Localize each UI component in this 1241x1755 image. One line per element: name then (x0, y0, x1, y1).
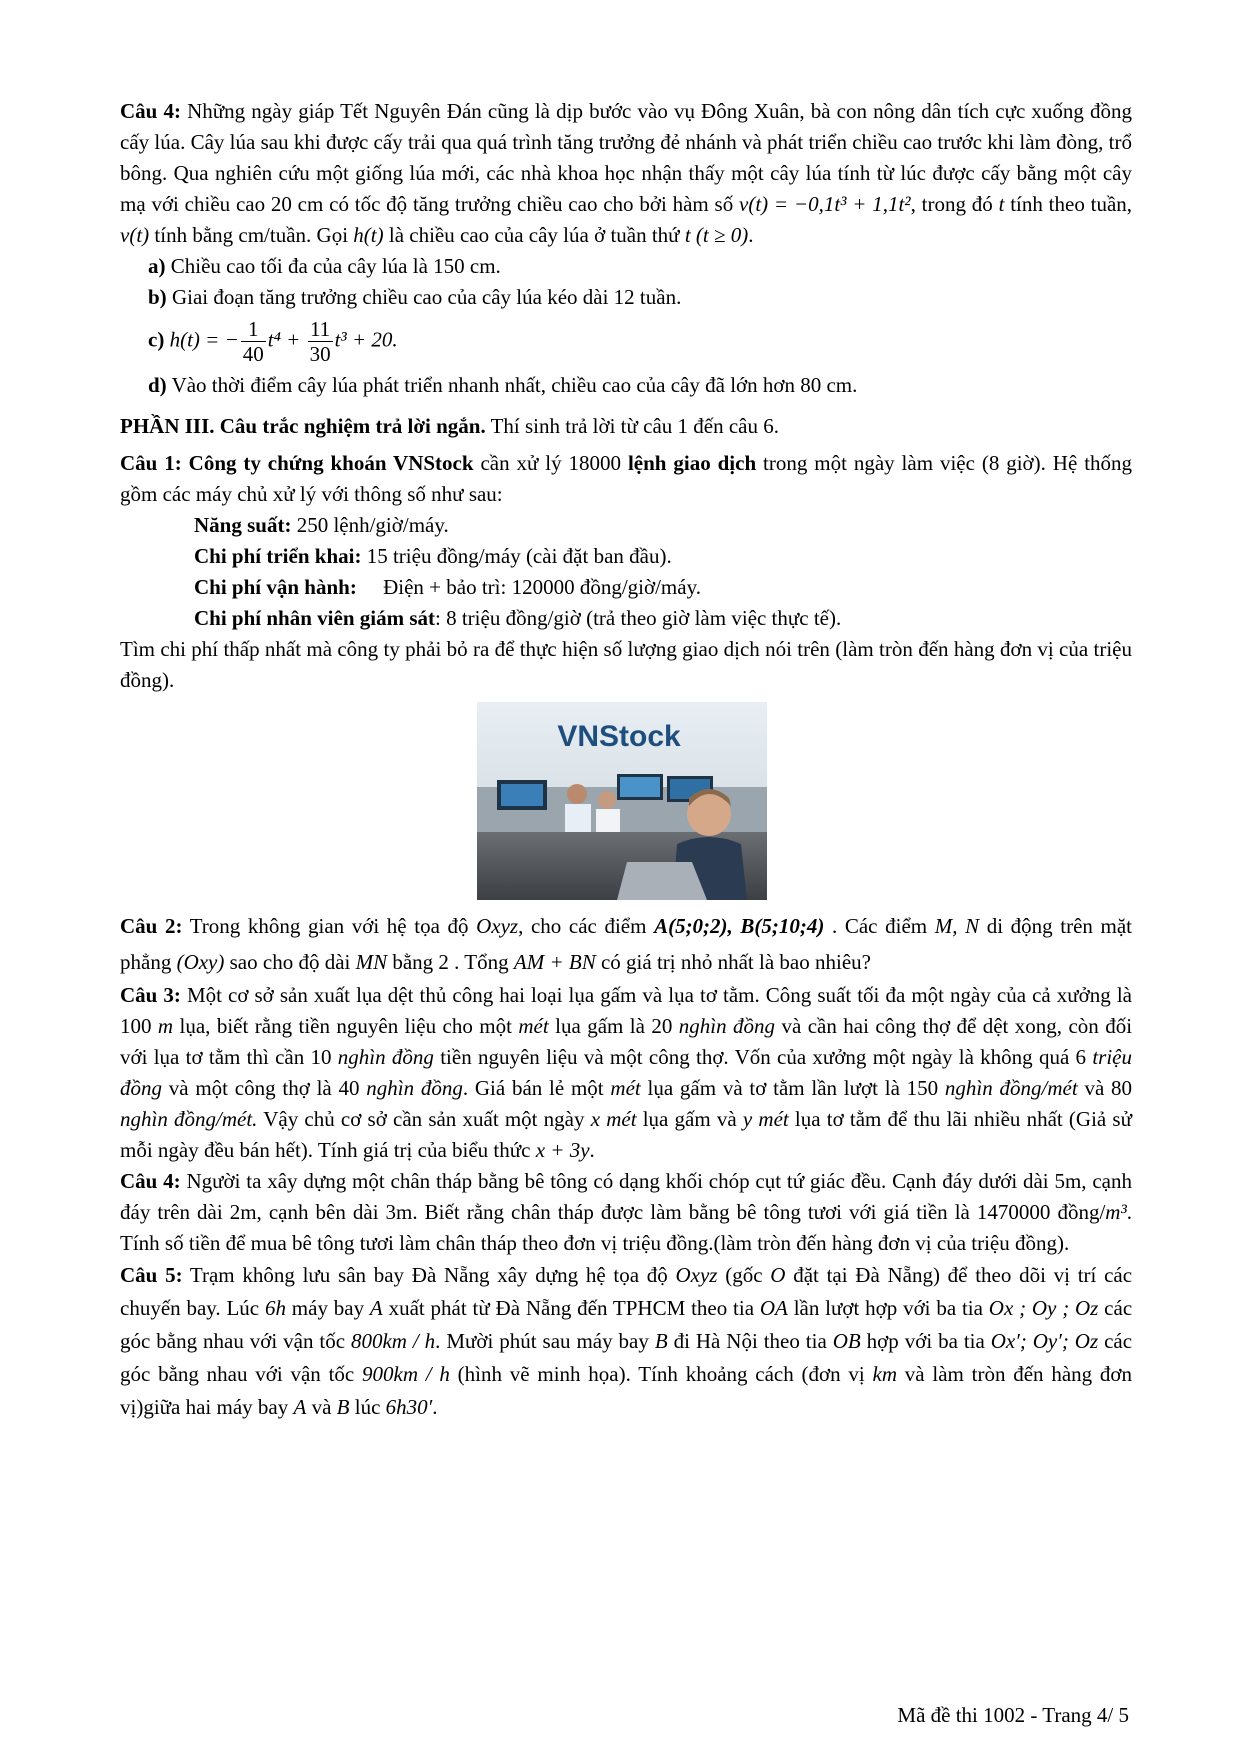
math-expr: x + 3y (535, 1138, 590, 1163)
section-desc: Thí sinh trả lời từ câu 1 đến câu 6. (490, 414, 780, 439)
question-text: . (589, 1138, 595, 1163)
question-text: Vậy chủ cơ sở cần sản xuất một ngày (263, 1107, 585, 1132)
math-expr: t⁴ + (267, 327, 301, 352)
unit: mét (610, 1076, 641, 1101)
spec-key: Chi phí triển khai: (194, 544, 362, 569)
point-b: B(5;10;4) (740, 914, 825, 939)
math-var: B (336, 1395, 350, 1420)
question-label: Câu 4: (120, 99, 181, 123)
fraction-num: 1 (241, 317, 266, 342)
question-text: xuất phát từ Đà Nẵng đến TPHCM theo tia (388, 1296, 755, 1321)
question-text: sao cho độ dài (229, 950, 351, 975)
question-text: , cho các điểm (518, 914, 647, 939)
question-5 (120, 1259, 1132, 1424)
fraction-den: 30 (309, 342, 331, 367)
question-text: (hình vẽ minh họa). Tính khoảng cách (đơn vị (457, 1362, 865, 1387)
vnstock-office-photo (477, 702, 767, 900)
exam-page (120, 96, 1132, 1424)
question-text: và làm tròn đến hàng đơn vị)giữa hai máy bay (120, 1362, 1133, 1420)
question-text: và cần hai công thợ để dệt xong, còn đối với lụa tơ tằm thì cần 10 (120, 1014, 1133, 1070)
spec-key: Năng suất: (194, 513, 292, 538)
unit: nghìn đồng/mét. (120, 1107, 258, 1132)
spec-value: 250 lệnh/giờ/máy. (296, 513, 449, 538)
math-var: Ox ; Oy ; Oz (988, 1296, 1099, 1321)
math-var: km (872, 1362, 897, 1387)
math-var: OB (832, 1329, 861, 1354)
math-var: B (654, 1329, 668, 1354)
spec-value: 15 triệu đồng/máy (cài đặt ban đầu). (366, 544, 672, 569)
option-label: a) (148, 254, 166, 278)
math-var: A (369, 1296, 383, 1321)
spec-item (194, 541, 1132, 572)
question-ask: Tìm chi phí thấp nhất mà công ty phải bỏ ra để thực hiện số lượng giao dịch nói trên (làm tròn đến hàng đơn vị của triệu đồng). (120, 637, 1132, 693)
option-text: Giai đoạn tăng trưởng chiều cao của cây lúa kéo dài 12 tuần. (171, 285, 682, 309)
math-var: AM + BN (513, 950, 596, 975)
question-text: Người ta xây dựng một chân tháp bằng bê tông có dạng khối chóp cụt tứ giác đều. Cạnh đáy dưới dài 5m, cạnh đáy trên dài 2m, cạnh bên dài 3m. Biết rằng chân tháp được làm bằng bê tông tươi với giá tiền là 1470000 đồng/ (120, 1169, 1132, 1225)
spec-item (194, 510, 1132, 541)
question-text: lúc (354, 1395, 381, 1420)
math-var: Oxyz (675, 1263, 718, 1288)
question-4-part3 (120, 1166, 1132, 1259)
question-text: Trạm không lưu sân bay Đà Nẵng xây dựng hệ tọa độ (189, 1263, 668, 1288)
fraction (241, 317, 266, 366)
math-var: x mét (590, 1107, 637, 1132)
math-var: h(t) (353, 223, 384, 247)
question-1 (120, 448, 1132, 510)
math-var: A (293, 1395, 307, 1420)
math-var: t (998, 192, 1005, 216)
math-var: MN (355, 950, 388, 975)
question-3 (120, 980, 1132, 1166)
question-text: lần lượt hợp với ba tia (793, 1296, 983, 1321)
question-text: . Tính số tiền để mua bê tông tươi làm chân tháp theo đơn vị triệu đồng.(làm tròn đến hàng đơn vị của triệu đồng). (120, 1200, 1132, 1256)
question-text: tính bằng cm/tuần. Gọi (154, 223, 349, 247)
option-b (148, 282, 1132, 313)
company-name: Công ty chứng khoán VNStock (188, 451, 474, 476)
question-text: đi Hà Nội theo tia (673, 1329, 827, 1354)
question-text: trong một ngày làm việc (8 giờ). Hệ thống gồm các máy chủ xử lý với thông số như sau: (120, 451, 1133, 507)
question-text: . (432, 1395, 438, 1420)
fraction (308, 317, 333, 366)
option-text: Vào thời điểm cây lúa phát triển nhanh nhất, chiều cao của cây đã lớn hơn 80 cm. (171, 373, 858, 398)
question-text: có giá trị nhỏ nhất là bao nhiêu? (600, 950, 871, 975)
question-text: các góc bằng nhau với vận tốc (120, 1329, 1133, 1387)
spec-value: : 8 triệu đồng/giờ (trả theo giờ làm việc thực tế). (435, 606, 842, 631)
question-text: và 80 (1084, 1076, 1133, 1101)
part-3-header (120, 411, 1132, 442)
question-label: Câu 1: (120, 451, 182, 476)
option-text: Chiều cao tối đa của cây lúa là 150 cm. (170, 254, 501, 278)
unit: nghìn đồng (337, 1045, 434, 1070)
question-text: lụa gấm và tơ tằm lần lượt là 150 (647, 1076, 939, 1101)
option-label: b) (148, 285, 167, 309)
question-text: , trong đó (910, 192, 993, 216)
math-var: (Oxy) (176, 950, 225, 975)
math-var: O (770, 1263, 786, 1288)
spec-key: Chi phí vận hành: (194, 575, 357, 600)
unit: nghìn đồng (366, 1076, 463, 1101)
section-title: PHẦN III. Câu trắc nghiệm trả lời ngắn. (120, 414, 486, 439)
math-var: M, N (934, 914, 980, 939)
option-d (148, 370, 1132, 401)
question-text: hợp với ba tia (866, 1329, 985, 1354)
math-var: Oxyz (476, 914, 519, 939)
question-text: máy bay (291, 1296, 365, 1321)
question-text: Những ngày giáp Tết Nguyên Đán cũng là dịp bước vào vụ Đông Xuân, bà con nông dân tích cực xuống đồng cấy lúa. Cây lúa sau khi được cấy trải qua quá trình tăng trưởng đẻ nhánh và phát triển chiều cao trước khi làm đòng, trổ bông. Qua nghiên cứu một giống lúa mới, các nhà khoa học nhận thấy một cây lúa tính từ lúc được cấy bằng một cây mạ với chiều cao 20 cm có tốc độ tăng trưởng chiều cao cho bởi hàm số (120, 99, 1133, 216)
option-c (148, 317, 1132, 366)
question-text: lụa gấm và (642, 1107, 737, 1132)
math-var: Ox′; Oy′; Oz (990, 1329, 1099, 1354)
question-text: lụa gấm là 20 (555, 1014, 673, 1039)
question-4-part2: Câu 4: Những ngày giáp Tết Nguyên Đán cũng là dịp bước vào vụ Đông Xuân, bà con nông dân tích cực xuống đồng cấy lúa. Cây lúa sau khi được cấy trải qua quá trình tăng trưởng đẻ nhánh và phát triển chiều cao trước khi làm đòng, trổ bông. Qua nghiên cứu một giống lúa mới, các nhà khoa học nhận thấy một cây lúa tính từ lúc được cấy bằng một cây mạ với chiều cao 20 cm có tốc độ tăng trưởng chiều cao cho bởi hàm số v(t) = −0,1t³ + 1,1t², trong đó t tính theo tuần, v(t) tính bằng cm/tuần. Gọi h(t) là chiều cao của cây lúa ở tuần thứ t (t ≥ 0). (120, 99, 1133, 247)
question-text: Trong không gian với hệ tọa độ (189, 914, 469, 939)
question-text: bằng 2 . Tổng (392, 950, 509, 975)
question-text: cần xử lý (480, 451, 562, 476)
unit: triệu đồng (120, 1045, 1133, 1101)
question-text: (gốc (725, 1263, 763, 1288)
spec-key: Chi phí nhân viên giám sát (194, 606, 435, 631)
question-label: Câu 2: (120, 914, 183, 939)
question-text: tính theo tuần, (1010, 192, 1133, 216)
math-expr: t³ + 20. (334, 327, 398, 352)
question-text: và (311, 1395, 332, 1420)
math-var: OA (759, 1296, 788, 1321)
unit: nghìn đồng/mét (944, 1076, 1078, 1101)
question-text: Một cơ sở sản xuất lụa dệt thủ công hai loại lụa gấm và lụa tơ tằm. Công suất tối đa một ngày của cả xưởng là 100 (120, 983, 1132, 1039)
question-label: Câu 3: (120, 983, 181, 1008)
unit: m (157, 1014, 174, 1039)
option-label: d) (148, 373, 167, 398)
question-text: . Các điểm (832, 914, 928, 939)
number: 18000 (568, 451, 622, 476)
math-var: y mét (742, 1107, 789, 1132)
question-text: di động trên mặt phẳng (120, 914, 1132, 975)
math-var: 800km / h (350, 1329, 436, 1354)
unit: mét (518, 1014, 549, 1039)
spec-item (194, 572, 1132, 603)
math-var: 900km / h (362, 1362, 450, 1387)
math-var: 6h (264, 1296, 286, 1321)
question-text: đặt tại Đà Nẵng) để theo dõi vị trí các chuyến bay. Lúc (120, 1263, 1133, 1321)
option-label: c) (148, 327, 165, 352)
question-text: là chiều cao của cây lúa ở tuần thứ (388, 223, 680, 247)
emphasis: lệnh giao dịch (627, 451, 757, 476)
question-text: . Giá bán lẻ một (462, 1076, 604, 1101)
question-label: Câu 4: (120, 1169, 181, 1194)
question-text: lụa tơ tằm để thu lãi nhiều nhất (Giả sử mỗi ngày đều bán hết). Tính giá trị của biểu thức (120, 1107, 1132, 1163)
math-var: 6h30′ (385, 1395, 433, 1420)
question-text: . Mười phút sau máy bay (435, 1329, 649, 1354)
question-label: Câu 5: (120, 1263, 183, 1288)
unit: m³ (1105, 1200, 1127, 1225)
option-a (148, 251, 1132, 282)
vnstock-sign: VNStock (557, 720, 681, 754)
page-footer: Mã đề thi 1002 - Trang 4/ 5 (897, 1703, 1129, 1727)
velocity-formula: v(t) = −0,1t³ + 1,1t² (739, 192, 911, 216)
question-text: lụa, biết rằng tiền nguyên liệu cho một (179, 1014, 512, 1039)
question-text: và một công thợ là 40 (168, 1076, 360, 1101)
math-var: t (t ≥ 0) (684, 223, 749, 247)
spec-list (194, 510, 1132, 634)
math-expr: h(t) = − (169, 327, 239, 352)
point-a: A(5;0;2), (654, 914, 733, 939)
spec-item (194, 603, 1132, 634)
math-var: v(t) (120, 223, 150, 247)
question-text: các góc bằng nhau với vận tốc (120, 1296, 1133, 1354)
fraction-num: 11 (308, 317, 333, 342)
unit: nghìn đồng (678, 1014, 776, 1039)
question-text: tiền nguyên liệu và một công thợ. Vốn của xưởng một ngày là không quá 6 (440, 1045, 1087, 1070)
fraction-den: 40 (242, 342, 264, 367)
spec-value: Điện + bảo trì: 120000 đồng/giờ/máy. (383, 575, 701, 600)
question-2 (120, 908, 1132, 980)
